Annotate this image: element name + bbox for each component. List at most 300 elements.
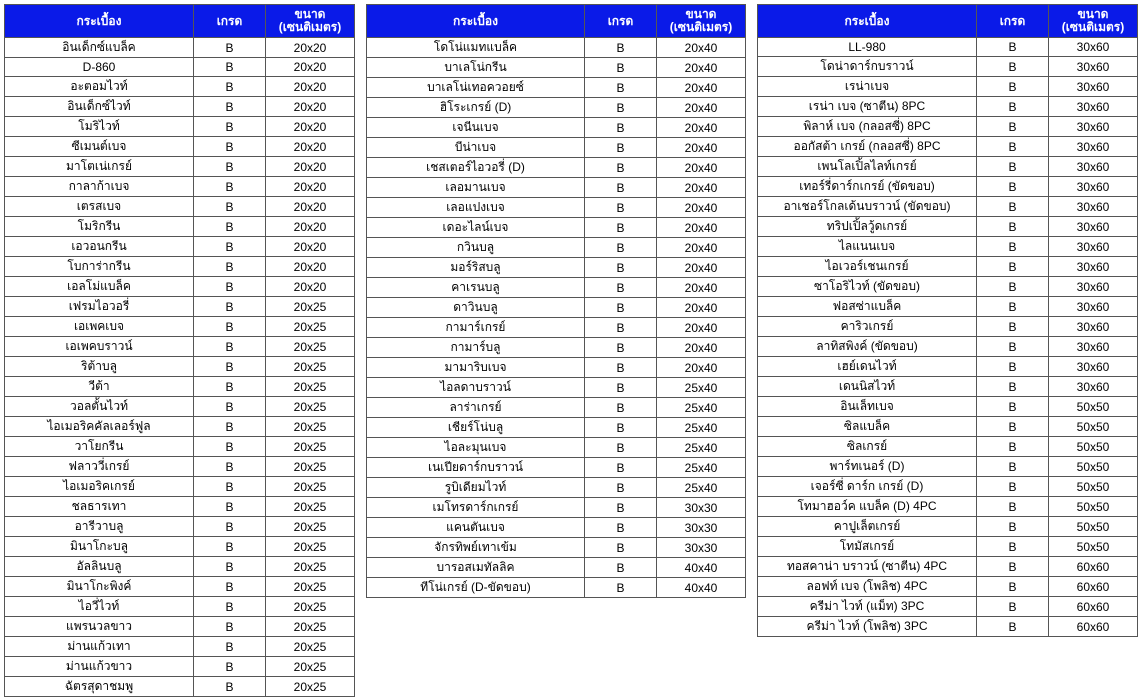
cell-tile-name: โดน่าดาร์กบราวน์ (758, 57, 977, 77)
cell-grade: B (194, 437, 266, 457)
table-row (758, 38, 1138, 57)
table-row (367, 298, 746, 318)
cell-grade: B (977, 497, 1049, 517)
cell-tile-name: มินาโกะบลู (5, 537, 194, 557)
cell-size: 20x20 (266, 117, 355, 137)
cell-tile-name: เฟรมไอวอรี่ (5, 297, 194, 317)
table-row (5, 637, 355, 657)
cell-tile-name: ม่านแก้วขาว (5, 657, 194, 677)
cell-grade: B (977, 197, 1049, 217)
cell-grade: B (194, 377, 266, 397)
header-size-line1: ขนาด (1077, 7, 1109, 21)
cell-size: 30x60 (1049, 217, 1138, 237)
cell-tile-name: วาโยกรีน (5, 437, 194, 457)
header-name: กระเบื้อง (5, 5, 194, 38)
cell-size: 25x40 (657, 398, 746, 418)
cell-size: 20x25 (266, 557, 355, 577)
cell-tile-name: ทอสคาน่า บราวน์ (ซาตีน) 4PC (758, 557, 977, 577)
cell-size: 20x40 (657, 78, 746, 98)
cell-tile-name: เรน่า เบจ (ซาตีน) 8PC (758, 97, 977, 117)
cell-size: 30x60 (1049, 77, 1138, 97)
table-row (758, 417, 1138, 437)
cell-size: 20x25 (266, 317, 355, 337)
cell-tile-name: ฮิโระเกรย์ (D) (367, 98, 585, 118)
table-row (758, 437, 1138, 457)
cell-size: 20x40 (657, 198, 746, 218)
cell-tile-name: โทมัสเกรย์ (758, 537, 977, 557)
cell-grade: B (585, 118, 657, 138)
table-row (758, 257, 1138, 277)
table-row (758, 217, 1138, 237)
cell-size: 20x25 (266, 377, 355, 397)
cell-size: 30x60 (1049, 38, 1138, 57)
table-row (367, 278, 746, 298)
table-row (758, 237, 1138, 257)
cell-size: 20x40 (657, 338, 746, 358)
cell-size: 40x40 (657, 578, 746, 598)
cell-grade: B (977, 597, 1049, 617)
cell-grade: B (585, 238, 657, 258)
cell-tile-name: ออกัสต้า เกรย์ (กลอสซี่) 8PC (758, 137, 977, 157)
cell-grade: B (977, 517, 1049, 537)
cell-grade: B (977, 297, 1049, 317)
cell-tile-name: ซาโอริไวท์ (ขัดขอบ) (758, 277, 977, 297)
cell-size: 20x40 (657, 98, 746, 118)
table-row (758, 77, 1138, 97)
cell-size: 30x60 (1049, 337, 1138, 357)
table-row (758, 337, 1138, 357)
cell-grade: B (977, 577, 1049, 597)
cell-tile-name: พาร์ทเนอร์ (D) (758, 457, 977, 477)
cell-tile-name: ฟอสซ่าแบล็ค (758, 297, 977, 317)
cell-grade: B (194, 417, 266, 437)
cell-grade: B (194, 657, 266, 677)
cell-tile-name: ม่านแก้วเทา (5, 637, 194, 657)
table-row (758, 137, 1138, 157)
cell-tile-name: โมริกรีน (5, 217, 194, 237)
cell-tile-name: ดาวินบลู (367, 298, 585, 318)
cell-size: 60x60 (1049, 617, 1138, 637)
tile-table-2 (366, 4, 746, 598)
cell-size: 25x40 (657, 378, 746, 398)
cell-grade: B (194, 217, 266, 237)
cell-grade: B (977, 557, 1049, 577)
cell-grade: B (194, 637, 266, 657)
cell-grade: B (585, 518, 657, 538)
cell-tile-name: ฉัตรสุดาชมพู (5, 677, 194, 697)
cell-tile-name: บีน่าเบจ (367, 138, 585, 158)
cell-tile-name: ไอเมอริคเกรย์ (5, 477, 194, 497)
cell-grade: B (585, 478, 657, 498)
cell-grade: B (585, 278, 657, 298)
cell-size: 20x25 (266, 337, 355, 357)
cell-tile-name: เจนีนเบจ (367, 118, 585, 138)
table-row (758, 457, 1138, 477)
cell-grade: B (585, 98, 657, 118)
cell-grade: B (194, 297, 266, 317)
table-row (367, 58, 746, 78)
cell-grade: B (194, 157, 266, 177)
table-row (5, 38, 355, 58)
cell-size: 40x40 (657, 558, 746, 578)
cell-grade: B (194, 357, 266, 377)
cell-size: 20x20 (266, 137, 355, 157)
cell-size: 20x25 (266, 497, 355, 517)
cell-tile-name: อินเด็กซ์ไวท์ (5, 97, 194, 117)
cell-grade: B (977, 237, 1049, 257)
table-row (5, 577, 355, 597)
cell-size: 20x25 (266, 577, 355, 597)
cell-size: 50x50 (1049, 497, 1138, 517)
cell-size: 20x25 (266, 297, 355, 317)
cell-grade: B (977, 617, 1049, 637)
cell-tile-name: อะตอมไวท์ (5, 77, 194, 97)
cell-size: 20x40 (657, 118, 746, 138)
cell-grade: B (585, 498, 657, 518)
cell-grade: B (194, 137, 266, 157)
table-row (5, 337, 355, 357)
table-row (5, 117, 355, 137)
cell-tile-name: ฟลาววี่เกรย์ (5, 457, 194, 477)
cell-size: 20x20 (266, 257, 355, 277)
table-row (367, 518, 746, 538)
table-row (5, 157, 355, 177)
cell-size: 25x40 (657, 478, 746, 498)
cell-grade: B (585, 458, 657, 478)
cell-size: 20x25 (266, 637, 355, 657)
cell-grade: B (585, 438, 657, 458)
table-row (5, 257, 355, 277)
cell-grade: B (977, 537, 1049, 557)
cell-size: 20x40 (657, 158, 746, 178)
cell-tile-name: เดนนิสไวท์ (758, 377, 977, 397)
header-name: กระเบื้อง (367, 5, 585, 38)
cell-grade: B (977, 157, 1049, 177)
cell-size: 30x60 (1049, 277, 1138, 297)
table-row (758, 357, 1138, 377)
cell-tile-name: อารีวาบลู (5, 517, 194, 537)
cell-size: 50x50 (1049, 457, 1138, 477)
cell-tile-name: ซิลเกรย์ (758, 437, 977, 457)
cell-size: 20x25 (266, 517, 355, 537)
cell-tile-name: อัลลินบลู (5, 557, 194, 577)
cell-size: 20x40 (657, 58, 746, 78)
table-row (5, 377, 355, 397)
cell-tile-name: คาเรนบลู (367, 278, 585, 298)
cell-size: 20x20 (266, 197, 355, 217)
table-row (367, 438, 746, 458)
cell-tile-name: เลอมานเบจ (367, 178, 585, 198)
cell-grade: B (194, 477, 266, 497)
header-grade: เกรด (585, 5, 657, 38)
table-row (758, 197, 1138, 217)
header-size-line1: ขนาด (685, 7, 717, 21)
cell-tile-name: คาริวเกรย์ (758, 317, 977, 337)
cell-size: 20x25 (266, 617, 355, 637)
cell-size: 30x60 (1049, 137, 1138, 157)
cell-grade: B (585, 558, 657, 578)
table-row (367, 98, 746, 118)
cell-size: 20x25 (266, 597, 355, 617)
cell-size: 20x20 (266, 97, 355, 117)
cell-tile-name: เดอะไลน์เบจ (367, 218, 585, 238)
cell-tile-name: เพนโลเปิ้ลไลท์เกรย์ (758, 157, 977, 177)
header-grade: เกรด (977, 5, 1049, 38)
table-row (758, 97, 1138, 117)
cell-size: 50x50 (1049, 477, 1138, 497)
cell-tile-name: วีต้า (5, 377, 194, 397)
cell-tile-name: ลอฟท์ เบจ (โพลิช) 4PC (758, 577, 977, 597)
cell-tile-name: บาเลโน่กรีน (367, 58, 585, 78)
cell-size: 20x25 (266, 397, 355, 417)
cell-size: 30x60 (1049, 157, 1138, 177)
table-row (5, 297, 355, 317)
cell-tile-name: เตรสเบจ (5, 197, 194, 217)
cell-size: 20x40 (657, 258, 746, 278)
cell-grade: B (585, 298, 657, 318)
cell-tile-name: อินเด็กซ์แบล็ค (5, 38, 194, 58)
table-row (367, 378, 746, 398)
cell-grade: B (977, 177, 1049, 197)
cell-size: 20x20 (266, 77, 355, 97)
table-row (367, 78, 746, 98)
cell-grade: B (194, 517, 266, 537)
cell-grade: B (585, 138, 657, 158)
cell-grade: B (977, 57, 1049, 77)
cell-grade: B (585, 38, 657, 58)
cell-grade: B (585, 578, 657, 598)
table-row (5, 137, 355, 157)
table-row (5, 537, 355, 557)
cell-grade: B (977, 97, 1049, 117)
cell-tile-name: ลาทิสพิงค์ (ขัดขอบ) (758, 337, 977, 357)
table-row (367, 538, 746, 558)
cell-tile-name: ไอลดาบราวน์ (367, 378, 585, 398)
cell-grade: B (194, 397, 266, 417)
cell-tile-name: ลาร่าเกรย์ (367, 398, 585, 418)
header-size-line2: (เซนติเมตร) (278, 20, 342, 34)
table-row (5, 97, 355, 117)
table-row (5, 58, 355, 77)
cell-tile-name: เนเปียดาร์กบราวน์ (367, 458, 585, 478)
cell-grade: B (194, 77, 266, 97)
cell-grade: B (977, 257, 1049, 277)
cell-size: 30x30 (657, 518, 746, 538)
cell-size: 20x20 (266, 177, 355, 197)
cell-size: 20x40 (657, 238, 746, 258)
table-row (5, 397, 355, 417)
cell-grade: B (585, 418, 657, 438)
table-row (758, 477, 1138, 497)
tile-table-3 (757, 4, 1138, 637)
cell-tile-name: ซิลแบล็ค (758, 417, 977, 437)
table-row (5, 457, 355, 477)
table-row (367, 158, 746, 178)
header-size (657, 5, 746, 38)
cell-size: 20x40 (657, 218, 746, 238)
cell-tile-name: เชสเตอร์ไอวอรี่ (D) (367, 158, 585, 178)
header-size (266, 5, 355, 38)
cell-grade: B (977, 417, 1049, 437)
table-row (758, 157, 1138, 177)
cell-tile-name: ครีม่า ไวท์ (แม็ท) 3PC (758, 597, 977, 617)
cell-grade: B (194, 577, 266, 597)
cell-grade: B (194, 197, 266, 217)
table-row (367, 218, 746, 238)
cell-tile-name: ครีม่า ไวท์ (โพลิช) 3PC (758, 617, 977, 637)
cell-grade: B (977, 457, 1049, 477)
cell-tile-name: อินเล็ทเบจ (758, 397, 977, 417)
cell-grade: B (585, 218, 657, 238)
table-row (5, 177, 355, 197)
cell-size: 20x25 (266, 477, 355, 497)
cell-size: 30x60 (1049, 357, 1138, 377)
cell-size: 50x50 (1049, 517, 1138, 537)
cell-tile-name: เจอร์ซี่ ดาร์ก เกรย์ (D) (758, 477, 977, 497)
cell-tile-name: ไอเมอริคคัลเลอร์ฟูล (5, 417, 194, 437)
cell-tile-name: มินาโกะพิงค์ (5, 577, 194, 597)
cell-size: 25x40 (657, 458, 746, 478)
cell-tile-name: มาโตเน่เกรย์ (5, 157, 194, 177)
header-size-line2: (เซนติเมตร) (1061, 20, 1125, 34)
cell-tile-name: จักรทิพย์เทาเข้ม (367, 538, 585, 558)
cell-grade: B (194, 317, 266, 337)
table-row (367, 38, 746, 58)
table-row (367, 138, 746, 158)
cell-grade: B (194, 38, 266, 58)
cell-tile-name: มามาริบเบจ (367, 358, 585, 378)
table-row (758, 57, 1138, 77)
cell-grade: B (585, 58, 657, 78)
table-row (367, 238, 746, 258)
table-row (367, 458, 746, 478)
cell-size: 25x40 (657, 438, 746, 458)
cell-tile-name: ทีโน่เกรย์ (D-ขัดขอบ) (367, 578, 585, 598)
table-row (367, 318, 746, 338)
table-row (5, 417, 355, 437)
cell-tile-name: วอลตั้นไวท์ (5, 397, 194, 417)
cell-tile-name: กวินบลู (367, 238, 585, 258)
cell-size: 30x30 (657, 498, 746, 518)
cell-size: 20x40 (657, 38, 746, 58)
cell-size: 30x60 (1049, 177, 1138, 197)
cell-tile-name: เฮย์เดนไวท์ (758, 357, 977, 377)
cell-tile-name: มอร์ริสบลู (367, 258, 585, 278)
cell-size: 20x40 (657, 138, 746, 158)
table-row (367, 498, 746, 518)
cell-size: 20x25 (266, 457, 355, 477)
table-row (758, 517, 1138, 537)
cell-tile-name: เลอแปงเบจ (367, 198, 585, 218)
table-row (5, 657, 355, 677)
table-row (758, 297, 1138, 317)
cell-tile-name: เอลโม่แบล็ค (5, 277, 194, 297)
cell-grade: B (194, 677, 266, 697)
cell-size: 50x50 (1049, 537, 1138, 557)
cell-size: 20x20 (266, 38, 355, 58)
cell-tile-name: กาลาก้าเบจ (5, 177, 194, 197)
cell-tile-name: ทริปเปิ้ลวู้ดเกรย์ (758, 217, 977, 237)
cell-tile-name: โดโน่แมทแบล็ค (367, 38, 585, 58)
cell-tile-name: โบการ่ากรีน (5, 257, 194, 277)
cell-size: 20x25 (266, 417, 355, 437)
cell-grade: B (194, 557, 266, 577)
cell-size: 30x60 (1049, 297, 1138, 317)
table-row (758, 497, 1138, 517)
table-row (5, 557, 355, 577)
cell-grade: B (585, 538, 657, 558)
cell-tile-name: เรน่าเบจ (758, 77, 977, 97)
table-row (367, 258, 746, 278)
table-row (758, 537, 1138, 557)
cell-size: 30x60 (1049, 377, 1138, 397)
table-row (367, 418, 746, 438)
cell-tile-name: ไลแนนเบจ (758, 237, 977, 257)
header-name: กระเบื้อง (758, 5, 977, 38)
cell-grade: B (194, 537, 266, 557)
header-row (758, 5, 1138, 38)
cell-size: 20x40 (657, 178, 746, 198)
table-row (5, 237, 355, 257)
cell-size: 30x60 (1049, 97, 1138, 117)
table-row (5, 617, 355, 637)
table-row (758, 177, 1138, 197)
cell-grade: B (194, 97, 266, 117)
cell-grade: B (585, 398, 657, 418)
cell-grade: B (585, 178, 657, 198)
cell-tile-name: อาเชอร์โกลเด้นบราวน์ (ขัดขอบ) (758, 197, 977, 217)
cell-tile-name: บารอสเมทัลลิค (367, 558, 585, 578)
cell-grade: B (194, 457, 266, 477)
cell-tile-name: ริต้าบลู (5, 357, 194, 377)
cell-tile-name: แพรนวลขาว (5, 617, 194, 637)
cell-size: 20x40 (657, 318, 746, 338)
cell-size: 20x25 (266, 537, 355, 557)
cell-tile-name: ซีเมนต์เบจ (5, 137, 194, 157)
table-row (5, 217, 355, 237)
cell-grade: B (977, 317, 1049, 337)
header-row (367, 5, 746, 38)
table-row (367, 578, 746, 598)
header-size-line1: ขนาด (294, 7, 326, 21)
table-row (367, 338, 746, 358)
cell-tile-name: เชียร์โน่บลู (367, 418, 585, 438)
header-row (5, 5, 355, 38)
cell-grade: B (977, 437, 1049, 457)
cell-tile-name: โทมาฮอว์ค แบล็ค (D) 4PC (758, 497, 977, 517)
cell-grade: B (194, 177, 266, 197)
cell-grade: B (977, 337, 1049, 357)
cell-tile-name: แคนตันเบจ (367, 518, 585, 538)
table-row (5, 597, 355, 617)
table-row (758, 557, 1138, 577)
cell-size: 30x60 (1049, 237, 1138, 257)
cell-tile-name: เทอร์รี่ดาร์กเกรย์ (ขัดขอบ) (758, 177, 977, 197)
cell-tile-name: รูบิเดียมไวท์ (367, 478, 585, 498)
cell-size: 20x25 (266, 657, 355, 677)
cell-grade: B (585, 158, 657, 178)
table-row (5, 77, 355, 97)
header-size-line2: (เซนติเมตร) (669, 20, 733, 34)
cell-size: 50x50 (1049, 417, 1138, 437)
cell-grade: B (194, 597, 266, 617)
cell-tile-name: ไอวี่ไวท์ (5, 597, 194, 617)
table-row (5, 197, 355, 217)
table-row (5, 477, 355, 497)
table-row (758, 317, 1138, 337)
cell-tile-name: ไอละมุนเบจ (367, 438, 585, 458)
cell-size: 20x20 (266, 58, 355, 77)
